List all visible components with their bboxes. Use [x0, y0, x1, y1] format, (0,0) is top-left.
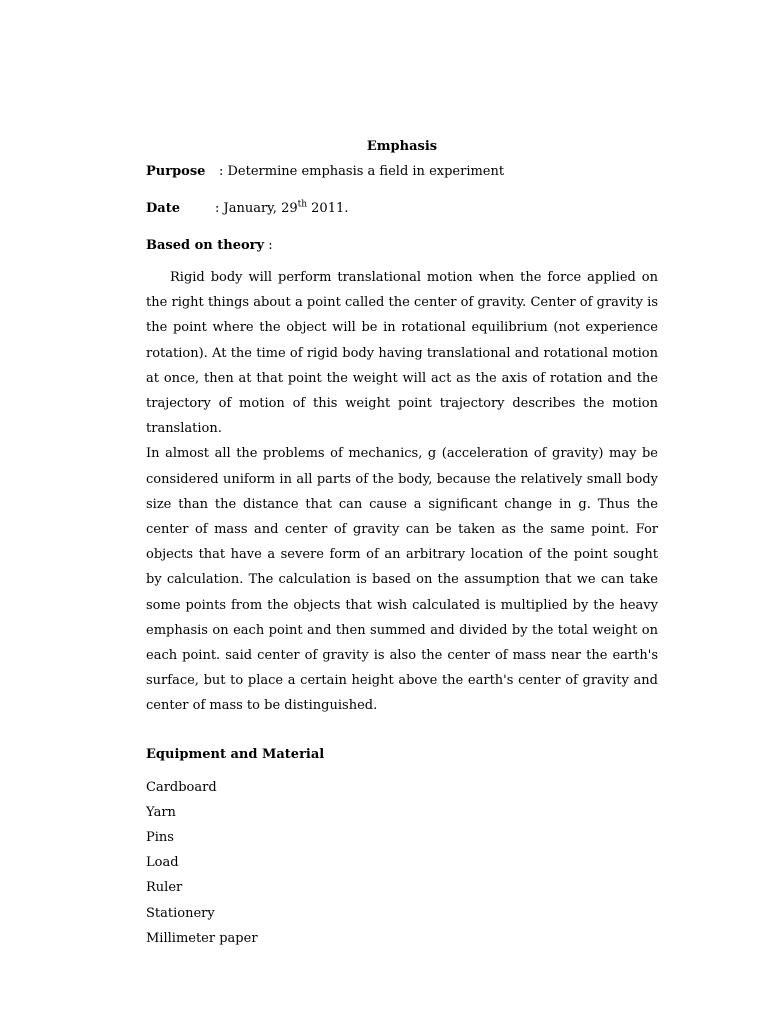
- equipment-item-millimeter-paper: Millimeter paper: [146, 930, 258, 946]
- date-value-suffix: 2011.: [307, 201, 349, 216]
- equipment-item-yarn: Yarn: [146, 804, 176, 820]
- equipment-heading: Equipment and Material: [146, 746, 325, 762]
- equipment-item-cardboard: Cardboard: [146, 779, 217, 795]
- equipment-item-stationery: Stationery: [146, 905, 215, 921]
- theory-colon: :: [264, 238, 273, 253]
- equipment-list: [146, 775, 658, 951]
- date-value-prefix: : January, 29: [215, 201, 298, 216]
- theory-label: Based on theory: [146, 238, 265, 253]
- date-value-sup: th: [297, 199, 308, 210]
- equipment-item-ruler: Ruler: [146, 880, 183, 896]
- purpose-label: Purpose: [146, 164, 206, 179]
- purpose-row: [146, 164, 658, 180]
- equipment-item-load: Load: [146, 855, 179, 871]
- document-page: [146, 139, 658, 951]
- date-value: [215, 201, 348, 217]
- theory-paragraph-2: In almost all the problems of mechanics, g (acceleration of gravity) may be considered uniform in all parts of the body, because the relatively small body size than the distance that can cause a significant change in g. Thus the center of mass and center of gravity can be taken as the same point. For objects that have a severe form of an arbitrary location of the point sought by calculation. The calculation is based on the assumption that we can take some points from the objects that wish calculated is multiplied by the heavy emphasis on each point and then summed and divided by the total weight on each point. said center of gravity is also the center of mass near the earth's surface, but to place a certain height above the earth's center of gravity and center of mass to be distinguished.: [146, 446, 658, 714]
- purpose-value: : Determine emphasis a field in experiment: [219, 164, 505, 179]
- equipment-item-pins: Pins: [146, 830, 174, 846]
- document-title: Emphasis: [366, 139, 438, 154]
- date-row: [146, 201, 658, 217]
- theory-heading: [146, 238, 658, 254]
- theory-paragraph-1: Rigid body will perform translational motion when the force applied on the right things about a point called the center of gravity. Center of gravity is the point where the object will be in rotational equilibrium (not experience rotation). At the time of rigid body having translational and rotational motion at once, then at that point the weight will act as the axis of rotation and the trajectory of motion of this weight point trajectory describes the motion translation.: [146, 270, 658, 437]
- date-label: Date: [146, 201, 180, 216]
